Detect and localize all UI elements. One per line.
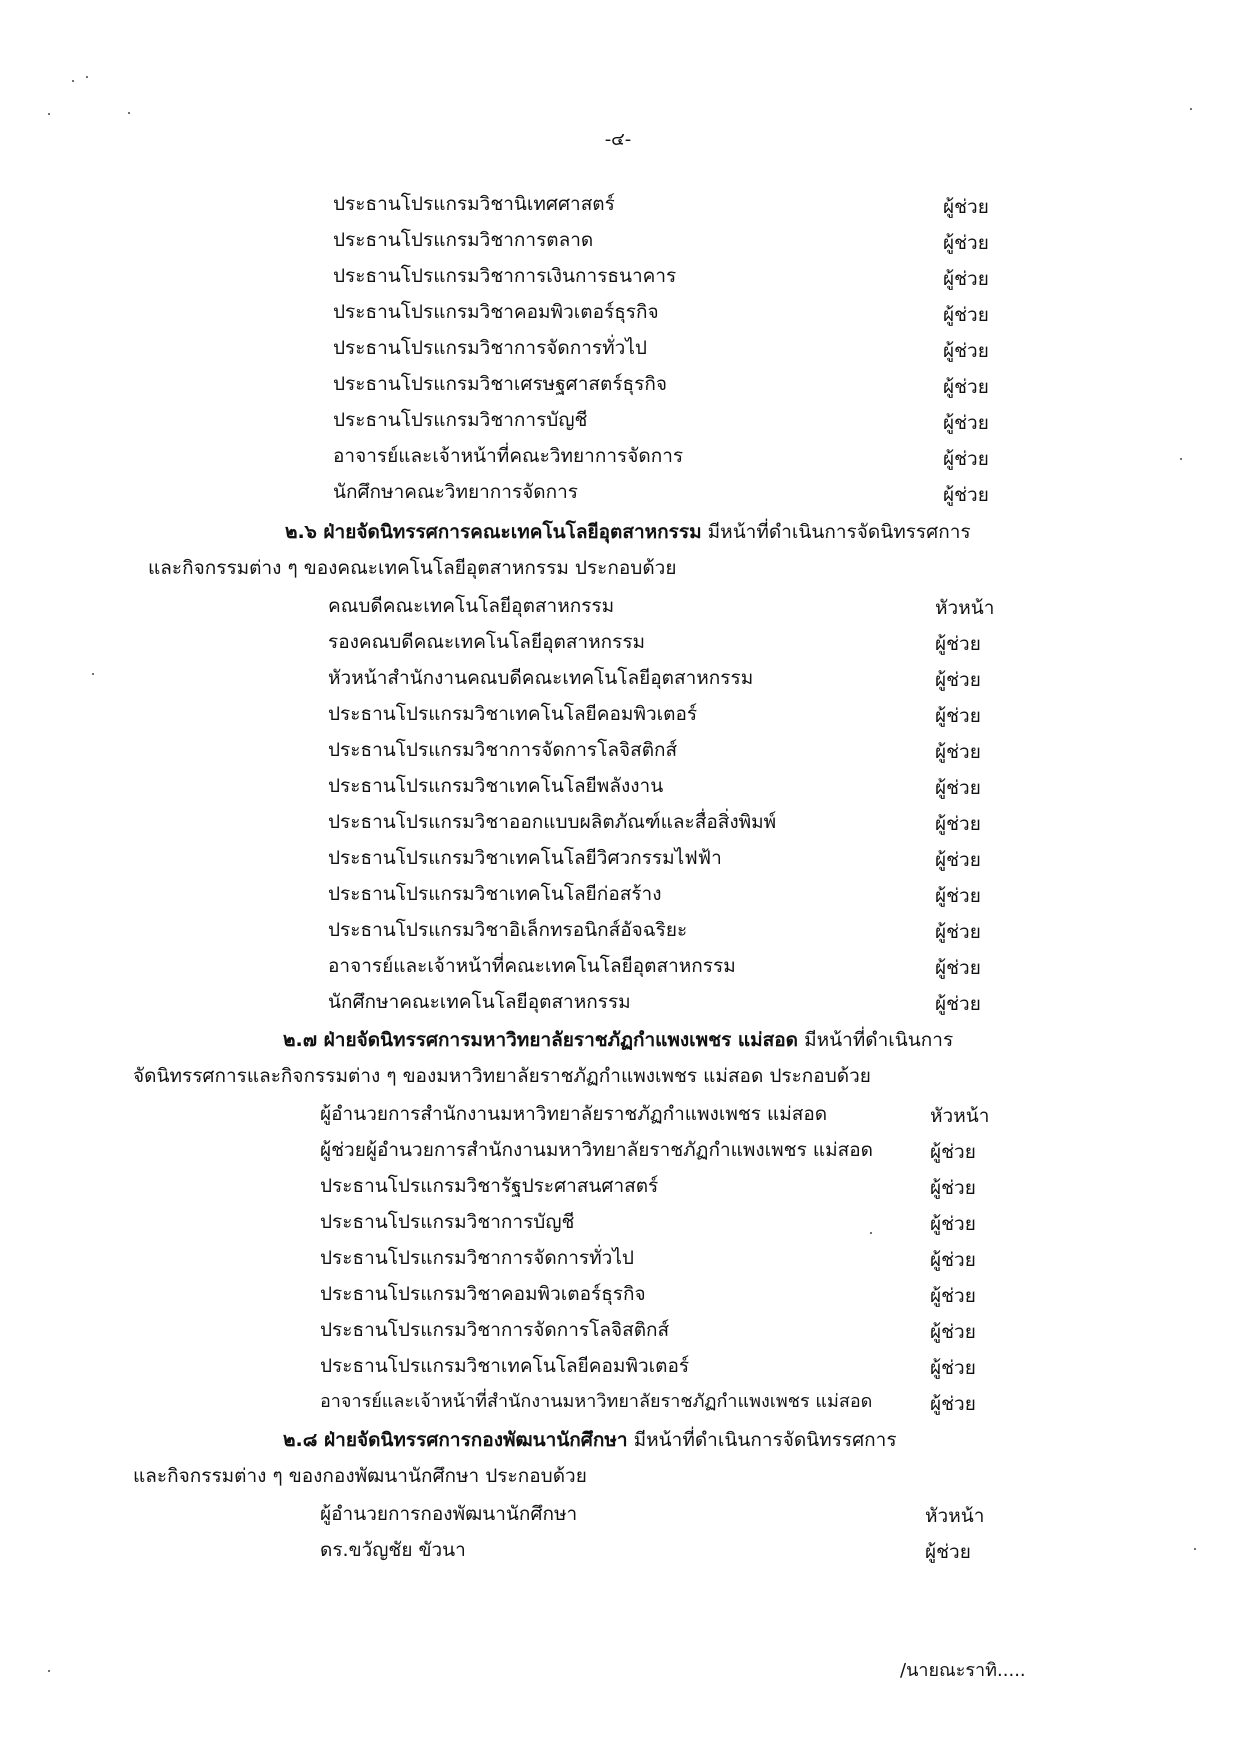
member-name: ประธานโปรแกรมวิชาเทคโนโลยีคอมพิวเตอร์ (320, 1355, 690, 1377)
member-role: ผู้ช่วย (935, 741, 981, 763)
section-heading-title: ๒.๗ ฝ่ายจัดนิทรรศการมหาวิทยาลัยราชภัฏกำแพงเพชร แม่สอด (283, 1029, 799, 1051)
scan-speck (48, 1670, 50, 1672)
member-name: ประธานโปรแกรมวิชารัฐประศาสนศาสตร์ (320, 1175, 659, 1197)
member-role: ผู้ช่วย (930, 1321, 976, 1343)
section-continuation: และกิจกรรมต่าง ๆ ของคณะเทคโนโลยีอุตสาหกรรม ประกอบด้วย (148, 557, 677, 579)
member-name: รองคณบดีคณะเทคโนโลยีอุตสาหกรรม (328, 631, 646, 653)
section-heading-rest: มีหน้าที่ดำเนินการจัดนิทรรศการ (701, 521, 971, 543)
scan-speck (128, 112, 130, 114)
member-role: ผู้ช่วย (943, 448, 989, 470)
member-name: ผู้ช่วยผู้อำนวยการสำนักงานมหาวิทยาลัยราชภัฏกำแพงเพชร แม่สอด (320, 1139, 873, 1161)
section-heading (283, 1426, 897, 1454)
member-role: ผู้ช่วย (935, 669, 981, 691)
member-role: ผู้ช่วย (930, 1213, 976, 1235)
section-continuation: จัดนิทรรศการและกิจกรรมต่าง ๆ ของมหาวิทยาลัยราชภัฏกำแพงเพชร แม่สอด ประกอบด้วย (133, 1065, 871, 1087)
scan-speck (92, 673, 94, 675)
member-role: ผู้ช่วย (930, 1357, 976, 1379)
member-name: คณบดีคณะเทคโนโลยีอุตสาหกรรม (328, 595, 615, 617)
member-name: อาจารย์และเจ้าหน้าที่สำนักงานมหาวิทยาลัยราชภัฏกำแพงเพชร แม่สอด (320, 1391, 873, 1412)
member-name: นักศึกษาคณะวิทยาการจัดการ (333, 481, 579, 503)
section-heading-title: ๒.๘ ฝ่ายจัดนิทรรศการกองพัฒนานักศึกษา (283, 1429, 628, 1451)
member-name: ประธานโปรแกรมวิชาการบัญชี (333, 409, 588, 431)
member-role: ผู้ช่วย (935, 993, 981, 1015)
member-role: ผู้ช่วย (930, 1285, 976, 1307)
member-name: อาจารย์และเจ้าหน้าที่คณะวิทยาการจัดการ (333, 445, 684, 467)
scan-speck (870, 1232, 872, 1234)
scan-speck (1190, 108, 1192, 110)
member-name: ประธานโปรแกรมวิชาการเงินการธนาคาร (333, 265, 677, 287)
section-heading-title: ๒.๖ ฝ่ายจัดนิทรรศการคณะเทคโนโลยีอุตสาหกรรม (285, 521, 702, 543)
section-heading-rest: มีหน้าที่ดำเนินการ (798, 1029, 954, 1051)
member-name: หัวหน้าสำนักงานคณบดีคณะเทคโนโลยีอุตสาหกรรม (328, 667, 754, 689)
member-role: ผู้ช่วย (935, 777, 981, 799)
member-role: ผู้ช่วย (943, 304, 989, 326)
member-name: ประธานโปรแกรมวิชาการจัดการโลจิสติกส์ (320, 1319, 670, 1341)
member-name: ประธานโปรแกรมวิชาเทคโนโลยีวิศวกรรมไฟฟ้า (328, 847, 722, 869)
member-role: ผู้ช่วย (943, 196, 989, 218)
section-heading-rest: มีหน้าที่ดำเนินการจัดนิทรรศการ (627, 1429, 897, 1451)
scan-speck (86, 76, 88, 78)
member-role: ผู้ช่วย (930, 1177, 976, 1199)
section-heading (285, 518, 971, 546)
member-name: ประธานโปรแกรมวิชาการจัดการทั่วไป (320, 1247, 634, 1269)
member-name: ประธานโปรแกรมวิชาการจัดการโลจิสติกส์ (328, 739, 678, 761)
section-heading (283, 1026, 953, 1054)
scan-speck (72, 80, 74, 82)
member-role: ผู้ช่วย (943, 232, 989, 254)
member-name: อาจารย์และเจ้าหน้าที่คณะเทคโนโลยีอุตสาหกรรม (328, 955, 736, 977)
member-role: ผู้ช่วย (935, 849, 981, 871)
continuation-footer: /นายณะราทิ..... (900, 1660, 1026, 1681)
member-role: ผู้ช่วย (935, 633, 981, 655)
member-role: ผู้ช่วย (935, 885, 981, 907)
member-name: ประธานโปรแกรมวิชาเทคโนโลยีพลังงาน (328, 775, 664, 797)
member-name: ประธานโปรแกรมวิชาคอมพิวเตอร์ธุรกิจ (333, 301, 659, 323)
member-role: หัวหน้า (925, 1505, 985, 1527)
member-name: ดร.ขวัญชัย ขัวนา (320, 1539, 466, 1561)
scan-speck (1194, 1548, 1196, 1550)
member-role: ผู้ช่วย (943, 376, 989, 398)
member-role: ผู้ช่วย (930, 1249, 976, 1271)
member-name: ประธานโปรแกรมวิชาคอมพิวเตอร์ธุรกิจ (320, 1283, 646, 1305)
member-role: ผู้ช่วย (943, 268, 989, 290)
member-role: ผู้ช่วย (943, 484, 989, 506)
member-role: ผู้ช่วย (925, 1541, 971, 1563)
member-name: ผู้อำนวยการกองพัฒนานักศึกษา (320, 1503, 578, 1525)
member-role: ผู้ช่วย (935, 957, 981, 979)
member-role: ผู้ช่วย (930, 1393, 976, 1415)
member-role: ผู้ช่วย (943, 340, 989, 362)
member-role: ผู้ช่วย (930, 1141, 976, 1163)
member-name: ประธานโปรแกรมวิชาการจัดการทั่วไป (333, 337, 647, 359)
member-role: ผู้ช่วย (935, 921, 981, 943)
member-role: หัวหน้า (930, 1105, 990, 1127)
member-role: ผู้ช่วย (935, 813, 981, 835)
member-name: ประธานโปรแกรมวิชาเศรษฐศาสตร์ธุรกิจ (333, 373, 667, 395)
scan-speck (48, 113, 50, 115)
member-name: ประธานโปรแกรมวิชานิเทศศาสตร์ (333, 193, 615, 215)
member-name: ประธานโปรแกรมวิชาการตลาด (333, 229, 594, 251)
member-role: ผู้ช่วย (935, 705, 981, 727)
section-continuation: และกิจกรรมต่าง ๆ ของกองพัฒนานักศึกษา ประกอบด้วย (133, 1465, 587, 1487)
member-name: ประธานโปรแกรมวิชาเทคโนโลยีคอมพิวเตอร์ (328, 703, 698, 725)
member-name: ประธานโปรแกรมวิชาออกแบบผลิตภัณฑ์และสื่อสิ่งพิมพ์ (328, 811, 777, 833)
member-name: ประธานโปรแกรมวิชาอิเล็กทรอนิกส์อัจฉริยะ (328, 919, 688, 941)
member-role: ผู้ช่วย (943, 412, 989, 434)
member-name: ประธานโปรแกรมวิชาเทคโนโลยีก่อสร้าง (328, 883, 662, 905)
member-name: ประธานโปรแกรมวิชาการบัญชี (320, 1211, 575, 1233)
member-name: นักศึกษาคณะเทคโนโลยีอุตสาหกรรม (328, 991, 631, 1013)
scan-speck (1180, 458, 1182, 460)
member-role: หัวหน้า (935, 597, 995, 619)
page-number: -๔- (604, 129, 632, 150)
member-name: ผู้อำนวยการสำนักงานมหาวิทยาลัยราชภัฏกำแพงเพชร แม่สอด (320, 1103, 828, 1125)
